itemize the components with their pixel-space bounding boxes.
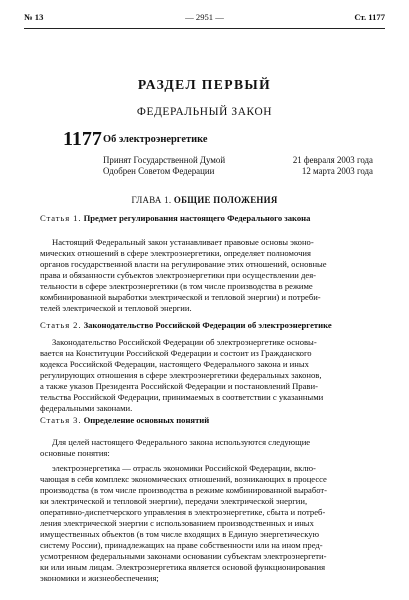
text-line: ления электрической энергии с использованием производственных и иных xyxy=(40,518,314,528)
article-label: Статья 3. xyxy=(40,415,82,425)
chapter-title: ОБЩИЕ ПОЛОЖЕНИЯ xyxy=(173,195,278,205)
article-label: Статья 1. xyxy=(40,213,82,223)
text-line: усмотренном федеральными законами основании субъектам электроэнергети- xyxy=(40,551,327,561)
text-line: тельности в сфере электроэнергетики (в том числе производства в режиме xyxy=(40,281,313,291)
chapter-prefix: ГЛАВА 1. xyxy=(131,195,172,205)
text-line: чающая в себя комплекс экономических отношений, возникающих в процессе xyxy=(40,474,327,484)
text-line: мических отношений в сфере электроэнергетики, определяет полномочия xyxy=(40,248,311,258)
article-label: Статья 2. xyxy=(40,320,82,330)
text-line: оперативно-диспетчерского управления в электроэнергетике, сбыта и потреб- xyxy=(40,507,326,517)
text-line: Настоящий Федеральный закон устанавливает правовые основы эконо- xyxy=(52,237,314,247)
text-line: регулирующих отношения в сфере электроэнергетики федеральных законов, xyxy=(40,370,322,380)
page-number: — 2951 — xyxy=(185,12,224,22)
chapter-heading xyxy=(0,195,409,205)
law-title: Об электроэнергетике xyxy=(103,134,208,145)
text-line: ки электрической и тепловой энергии), передачи электрической энергии, xyxy=(40,496,308,506)
article-title: Определение основных понятий xyxy=(83,415,210,425)
text-line: имущественных объектов (в том числе входящих в Единую энергетическую xyxy=(40,529,319,539)
text-line: телей электрической и тепловой энергии. xyxy=(40,303,192,313)
adoption-council xyxy=(103,166,373,178)
text-line: Законодательство Российской Федерации об электроэнергетике основы- xyxy=(52,337,317,347)
text-line: экономики и жизнеобеспечения; xyxy=(40,573,159,583)
text-line: федеральными законами. xyxy=(40,403,133,413)
article-heading xyxy=(40,320,373,331)
council-date: 12 марта 2003 года xyxy=(301,166,373,176)
section-title: РАЗДЕЛ ПЕРВЫЙ xyxy=(137,77,272,92)
law-number: 1177 xyxy=(63,128,102,150)
text-line: Для целей настоящего Федерального закона используются следующие xyxy=(52,437,311,447)
council-label: Одобрен Советом Федерации xyxy=(103,166,215,176)
issue-number: № 13 xyxy=(24,12,44,22)
law-type: ФЕДЕРАЛЬНЫЙ ЗАКОН xyxy=(136,106,273,118)
text-line: права и обязанности субъектов электроэнергетики при осуществлении дея- xyxy=(40,270,317,280)
text-line: вается на Конституции Российской Федерации и состоит из Гражданского xyxy=(40,348,312,358)
article-text xyxy=(40,437,373,459)
text-line: кодекса Российской Федерации, настоящего Федерального закона и иных xyxy=(40,359,309,369)
text-line: основные понятия: xyxy=(40,448,110,458)
article-text xyxy=(40,463,373,584)
article-title: Законодательство Российской Федерации об электроэнергетике xyxy=(83,320,332,330)
text-line: тельства Российской Федерации, принимаемых в соответствии с указанными xyxy=(40,392,324,402)
article-heading xyxy=(40,415,373,426)
duma-date: 21 февраля 2003 года xyxy=(292,155,373,165)
text-line: комбинированной выработки электрической и тепловой энергии) и потреби- xyxy=(40,292,321,302)
header-rule xyxy=(24,28,385,29)
article-heading xyxy=(40,213,373,224)
text-line: органов государственной власти на регулирование этих отношений, основные xyxy=(40,259,327,269)
article-text xyxy=(40,237,373,314)
text-line: а также указов Президента Российской Федерации и постановлений Прави- xyxy=(40,381,318,391)
article-title: Предмет регулирования настоящего Федерального закона xyxy=(83,213,311,223)
article-text xyxy=(40,337,373,414)
article-reference: Ст. 1177 xyxy=(354,12,385,22)
text-line: ки или иным лицам. Электроэнергетика является основой функционирования xyxy=(40,562,326,572)
duma-label: Принят Государственной Думой xyxy=(103,155,226,165)
running-header xyxy=(24,12,385,26)
text-line: производства (в том числе производства в режиме комбинированной выработ- xyxy=(40,485,328,495)
text-line: систему России), принадлежащих на праве собственности или на ином пред- xyxy=(40,540,323,550)
text-line: электроэнергетика — отрасль экономики Российской Федерации, вклю- xyxy=(52,463,316,473)
